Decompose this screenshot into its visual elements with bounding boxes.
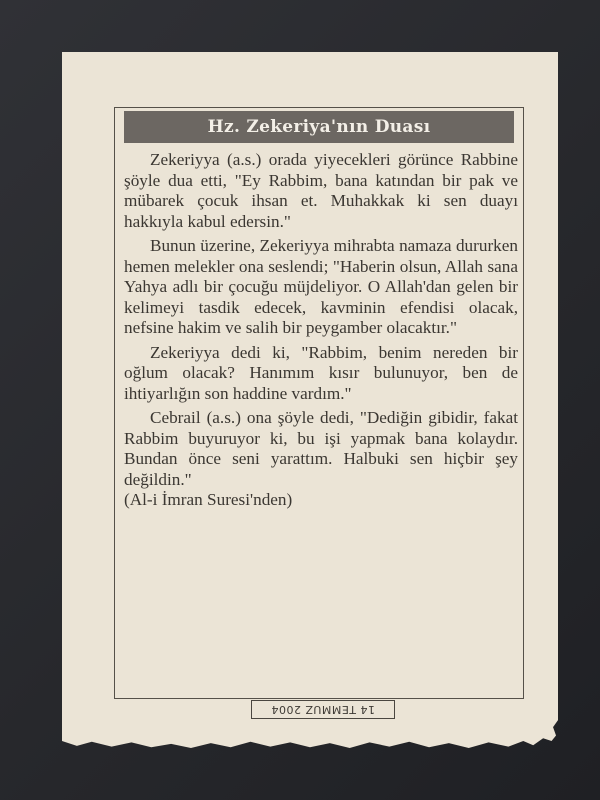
paragraph-1: Zekeriyya (a.s.) orada yiyecekleri görünce Rabbine şöyle dua etti, "Ey Rabbim, bana katından bir pak ve mübarek çocuk ihsan et. Muhakkak ki sen duayı hakkıyla kabul edersin." xyxy=(124,150,518,231)
article-title-bar xyxy=(124,111,514,143)
article-title: Hz. Zekeriya'nın Duası xyxy=(207,117,431,137)
paragraph-3: Zekeriyya dedi ki, "Rabbim, benim nereden bir oğlum olacak? Hanımım kısır bulunuyor, ben de ihtiyarlığın son haddine vardım." xyxy=(124,342,518,403)
date-stamp: 14 TEMMUZ 2004 xyxy=(270,703,376,716)
article-body xyxy=(124,150,518,511)
date-stamp-box xyxy=(251,700,395,719)
paragraph-4: Cebrail (a.s.) ona şöyle dedi, "Dediğin gibidir, fakat Rabbim buyuruyor ki, bu işi yapmak bana kolaydır. Bundan önce seni yarattım. Halbuki sen hiçbir şey değildin." xyxy=(124,408,518,489)
source-reference: (Al-i İmran Suresi'nden) xyxy=(124,490,293,509)
paragraph-2: Bunun üzerine, Zekeriyya mihrabta namaza dururken hemen melekler ona seslendi; "Haberin olsun, Allah sana Yahya adlı bir çocuğu müjdeliyor. O Allah'dan gelen bir kelimeyi tasdik edecek, kavminin efendisi olacak, nefsine hakim ve salih bir peygamber olacaktır." xyxy=(124,236,518,337)
